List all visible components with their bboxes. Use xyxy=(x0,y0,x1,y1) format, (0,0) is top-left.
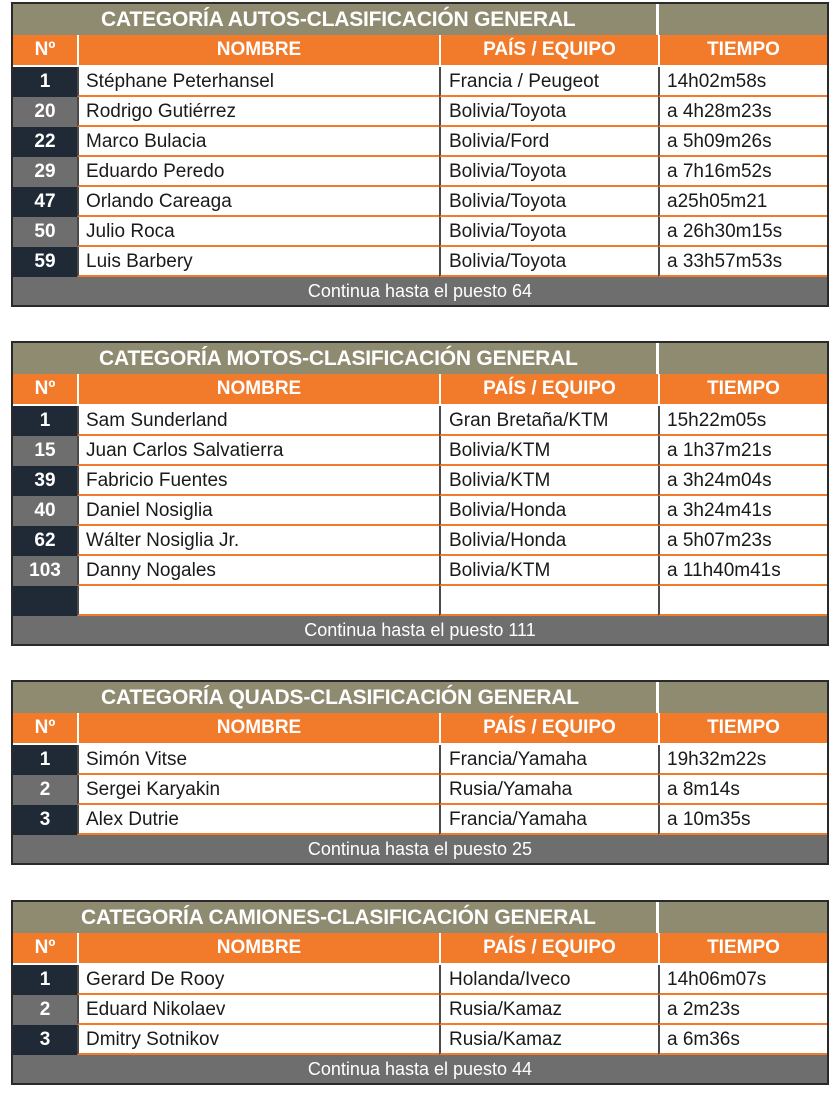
position-number: 1 xyxy=(13,965,77,995)
header-name: NOMBRE xyxy=(77,933,439,963)
position-number xyxy=(13,586,77,616)
position-number: 3 xyxy=(13,805,77,835)
header-name: NOMBRE xyxy=(77,35,439,65)
race-time: a 26h30m15s xyxy=(658,217,827,247)
table-row xyxy=(13,586,827,616)
standings-table xyxy=(11,341,829,646)
position-number: 1 xyxy=(13,67,77,97)
header-time: TIEMPO xyxy=(658,713,827,743)
country-team: Rusia/Kamaz xyxy=(439,1025,658,1055)
country-team: Bolivia/Ford xyxy=(439,127,658,157)
country-team: Bolivia/Toyota xyxy=(439,217,658,247)
table-footer-note: Continua hasta el puesto 25 xyxy=(13,835,827,863)
race-time: a 3h24m04s xyxy=(658,466,827,496)
table-row xyxy=(13,556,827,586)
country-team: Rusia/Yamaha xyxy=(439,775,658,805)
header-number: Nº xyxy=(13,374,77,404)
race-time: 14h02m58s xyxy=(658,67,827,97)
table-header-row xyxy=(13,713,827,745)
driver-name: Julio Roca xyxy=(77,217,439,247)
table-title-bar xyxy=(13,343,827,374)
race-time: a 1h37m21s xyxy=(658,436,827,466)
driver-name: Wálter Nosiglia Jr. xyxy=(77,526,439,556)
driver-name: Sergei Karyakin xyxy=(77,775,439,805)
country-team: Bolivia/Honda xyxy=(439,526,658,556)
position-number: 40 xyxy=(13,496,77,526)
driver-name: Dmitry Sotnikov xyxy=(77,1025,439,1055)
table-row xyxy=(13,406,827,436)
header-team: PAÍS / EQUIPO xyxy=(439,933,658,963)
country-team xyxy=(439,586,658,616)
header-team: PAÍS / EQUIPO xyxy=(439,35,658,65)
driver-name: Orlando Careaga xyxy=(77,187,439,217)
country-team: Bolivia/KTM xyxy=(439,556,658,586)
title-side-block xyxy=(656,343,827,374)
table-row xyxy=(13,775,827,805)
country-team: Gran Bretaña/KTM xyxy=(439,406,658,436)
driver-name: Stéphane Peterhansel xyxy=(77,67,439,97)
header-name: NOMBRE xyxy=(77,713,439,743)
race-time: 15h22m05s xyxy=(658,406,827,436)
table-title-bar xyxy=(13,4,827,35)
position-number: 62 xyxy=(13,526,77,556)
race-time xyxy=(658,586,827,616)
table-title: CATEGORÍA AUTOS-CLASIFICACIÓN GENERAL xyxy=(13,4,656,35)
table-title: CATEGORÍA CAMIONES-CLASIFICACIÓN GENERAL xyxy=(13,902,656,933)
table-row xyxy=(13,995,827,1025)
header-time: TIEMPO xyxy=(658,35,827,65)
header-team: PAÍS / EQUIPO xyxy=(439,374,658,404)
race-time: a 33h57m53s xyxy=(658,247,827,277)
race-time: a 5h09m26s xyxy=(658,127,827,157)
country-team: Francia / Peugeot xyxy=(439,67,658,97)
driver-name: Eduardo Peredo xyxy=(77,157,439,187)
country-team: Bolivia/Toyota xyxy=(439,247,658,277)
race-time: a 6m36s xyxy=(658,1025,827,1055)
table-footer-note: Continua hasta el puesto 111 xyxy=(13,616,827,644)
table-row xyxy=(13,1025,827,1055)
driver-name: Alex Dutrie xyxy=(77,805,439,835)
table-title-bar xyxy=(13,682,827,713)
table-header-row xyxy=(13,374,827,406)
table-row xyxy=(13,97,827,127)
position-number: 20 xyxy=(13,97,77,127)
table-row xyxy=(13,247,827,277)
title-side-block xyxy=(656,902,827,933)
position-number: 39 xyxy=(13,466,77,496)
race-time: a 3h24m41s xyxy=(658,496,827,526)
position-number: 1 xyxy=(13,406,77,436)
table-footer-note: Continua hasta el puesto 64 xyxy=(13,277,827,305)
country-team: Holanda/Iveco xyxy=(439,965,658,995)
table-header-row xyxy=(13,933,827,965)
race-time: a 8m14s xyxy=(658,775,827,805)
driver-name: Gerard De Rooy xyxy=(77,965,439,995)
position-number: 50 xyxy=(13,217,77,247)
table-row xyxy=(13,745,827,775)
driver-name: Marco Bulacia xyxy=(77,127,439,157)
race-time: 14h06m07s xyxy=(658,965,827,995)
country-team: Bolivia/KTM xyxy=(439,436,658,466)
driver-name: Fabricio Fuentes xyxy=(77,466,439,496)
standings-table xyxy=(11,680,829,865)
position-number: 1 xyxy=(13,745,77,775)
table-footer-note: Continua hasta el puesto 44 xyxy=(13,1055,827,1083)
table-header-row xyxy=(13,35,827,67)
country-team: Bolivia/Toyota xyxy=(439,187,658,217)
driver-name: Luis Barbery xyxy=(77,247,439,277)
position-number: 59 xyxy=(13,247,77,277)
table-row xyxy=(13,217,827,247)
country-team: Bolivia/Toyota xyxy=(439,97,658,127)
table-row xyxy=(13,436,827,466)
title-side-block xyxy=(656,4,827,35)
driver-name: Simón Vitse xyxy=(77,745,439,775)
table-row xyxy=(13,127,827,157)
driver-name: Danny Nogales xyxy=(77,556,439,586)
race-time: a 2m23s xyxy=(658,995,827,1025)
driver-name: Daniel Nosiglia xyxy=(77,496,439,526)
country-team: Francia/Yamaha xyxy=(439,745,658,775)
position-number: 103 xyxy=(13,556,77,586)
driver-name: Eduard Nikolaev xyxy=(77,995,439,1025)
table-row xyxy=(13,496,827,526)
race-time: 19h32m22s xyxy=(658,745,827,775)
position-number: 29 xyxy=(13,157,77,187)
header-number: Nº xyxy=(13,713,77,743)
driver-name: Sam Sunderland xyxy=(77,406,439,436)
header-name: NOMBRE xyxy=(77,374,439,404)
table-title-bar xyxy=(13,902,827,933)
header-number: Nº xyxy=(13,35,77,65)
position-number: 3 xyxy=(13,1025,77,1055)
position-number: 2 xyxy=(13,775,77,805)
position-number: 22 xyxy=(13,127,77,157)
title-side-block xyxy=(656,682,827,713)
country-team: Rusia/Kamaz xyxy=(439,995,658,1025)
driver-name: Juan Carlos Salvatierra xyxy=(77,436,439,466)
country-team: Francia/Yamaha xyxy=(439,805,658,835)
table-row xyxy=(13,157,827,187)
header-team: PAÍS / EQUIPO xyxy=(439,713,658,743)
race-time: a 7h16m52s xyxy=(658,157,827,187)
table-row xyxy=(13,187,827,217)
country-team: Bolivia/Honda xyxy=(439,496,658,526)
standings-table xyxy=(11,900,829,1085)
race-time: a 4h28m23s xyxy=(658,97,827,127)
table-row xyxy=(13,965,827,995)
position-number: 15 xyxy=(13,436,77,466)
race-time: a 10m35s xyxy=(658,805,827,835)
driver-name xyxy=(77,586,439,616)
table-title: CATEGORÍA QUADS-CLASIFICACIÓN GENERAL xyxy=(13,682,656,713)
table-row xyxy=(13,526,827,556)
header-number: Nº xyxy=(13,933,77,963)
table-title: CATEGORÍA MOTOS-CLASIFICACIÓN GENERAL xyxy=(13,343,656,374)
standings-table xyxy=(11,2,829,307)
race-time: a 5h07m23s xyxy=(658,526,827,556)
header-time: TIEMPO xyxy=(658,374,827,404)
country-team: Bolivia/KTM xyxy=(439,466,658,496)
position-number: 2 xyxy=(13,995,77,1025)
header-time: TIEMPO xyxy=(658,933,827,963)
country-team: Bolivia/Toyota xyxy=(439,157,658,187)
table-row xyxy=(13,67,827,97)
position-number: 47 xyxy=(13,187,77,217)
race-time: a25h05m21 xyxy=(658,187,827,217)
table-row xyxy=(13,466,827,496)
driver-name: Rodrigo Gutiérrez xyxy=(77,97,439,127)
table-row xyxy=(13,805,827,835)
race-time: a 11h40m41s xyxy=(658,556,827,586)
